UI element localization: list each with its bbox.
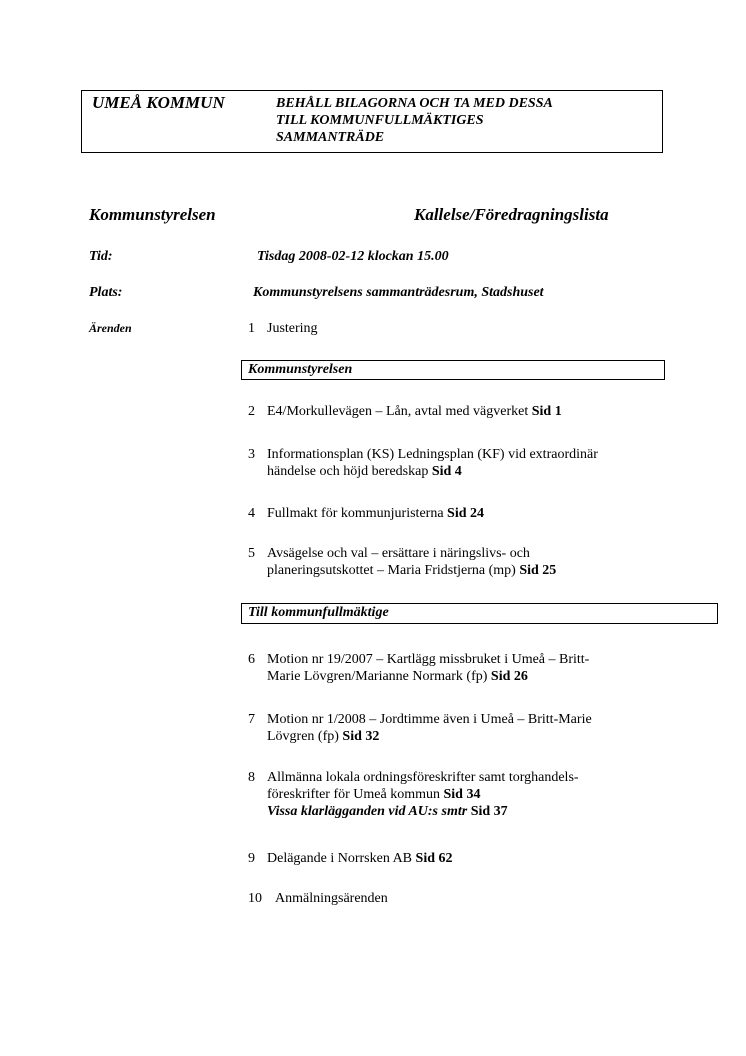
item-text-segment: Informationsplan (KS) Ledningsplan (KF) vid extraordinär (267, 447, 598, 462)
item-line (275, 890, 388, 907)
item-number: 4 (248, 506, 255, 521)
section-header-kommunstyrelsen: Kommunstyrelsen (241, 360, 665, 380)
item-text-segment: Motion nr 1/2008 – Jordtimme även i Umeå – Britt-Marie (267, 712, 592, 727)
item-number: 2 (248, 404, 255, 419)
item-number: 7 (248, 712, 255, 727)
item-line (267, 651, 589, 668)
item-text (267, 545, 556, 579)
item-text-segment: Justering (267, 321, 318, 336)
item-number: 5 (248, 546, 255, 561)
item-text-segment: Delägande i Norrsken AB (267, 851, 416, 866)
item-text-segment: Motion nr 19/2007 – Kartlägg missbruket i Umeå – Britt- (267, 652, 590, 667)
items-label: Ärenden (89, 321, 132, 335)
page-reference: Sid 26 (490, 669, 528, 684)
item-text (267, 320, 318, 337)
item-text (267, 711, 592, 745)
agenda-item (248, 320, 318, 337)
agenda-item (248, 651, 589, 685)
item-text-segment: Lövgren (fp) (267, 729, 343, 744)
page-reference: Sid 24 (447, 506, 484, 521)
instruction-line: SAMMANTRÄDE (276, 130, 385, 145)
committee-title: Kommunstyrelsen (89, 205, 216, 224)
org-name: UMEÅ KOMMUN (92, 93, 225, 112)
item-line (267, 850, 453, 867)
item-line (267, 463, 598, 480)
item-line (267, 403, 562, 420)
document-type: Kallelse/Föredragningslista (414, 205, 609, 224)
instruction-line: TILL KOMMUNFULLMÄKTIGES (276, 113, 484, 128)
item-line (267, 545, 556, 562)
item-number: 10 (248, 891, 262, 906)
page-reference: Vissa klarlägganden vid AU:s smtr (267, 804, 468, 819)
item-text-segment: föreskrifter för Umeå kommun (267, 787, 444, 802)
item-line (267, 505, 484, 522)
item-line (267, 728, 592, 745)
item-text-segment: Anmälningsärenden (275, 891, 388, 906)
item-number: 9 (248, 851, 255, 866)
agenda-item (248, 769, 579, 820)
page-reference: Sid 37 (470, 804, 508, 819)
page-reference: Sid 62 (415, 851, 453, 866)
agenda-item (248, 850, 453, 867)
item-text (267, 769, 579, 820)
page-reference: Sid 25 (519, 563, 557, 578)
time-value: Tisdag 2008-02-12 klockan 15.00 (257, 249, 449, 264)
item-text (275, 890, 388, 907)
item-text (267, 651, 589, 685)
item-text (267, 446, 598, 480)
section-header-till-kommunfullmaktige: Till kommunfullmäktige (241, 603, 718, 624)
agenda-item (248, 545, 556, 579)
item-line (267, 446, 598, 463)
header-box (81, 90, 663, 153)
item-number: 3 (248, 447, 255, 462)
time-label: Tid: (89, 249, 113, 264)
instruction-line: BEHÅLL BILAGORNA OCH TA MED DESSA (276, 96, 553, 111)
item-line (267, 786, 579, 803)
agenda-item (248, 890, 388, 907)
item-text (267, 850, 453, 867)
agenda-item (248, 505, 484, 522)
page-reference: Sid 4 (431, 464, 462, 479)
item-line (267, 769, 579, 786)
item-text-segment: planeringsutskottet – Maria Fridstjerna (mp) (267, 563, 520, 578)
item-text (267, 403, 562, 420)
item-text-segment: Fullmakt för kommunjuristerna (267, 506, 448, 521)
page-reference: Sid 1 (531, 404, 562, 419)
item-text-segment: Marie Lövgren/Marianne Normark (fp) (267, 669, 491, 684)
agenda-item (248, 711, 592, 745)
item-line (267, 320, 318, 337)
page-reference: Sid 32 (342, 729, 380, 744)
item-number: 6 (248, 652, 255, 667)
item-text-segment: Allmänna lokala ordningsföreskrifter samt torghandels- (267, 770, 579, 785)
item-text-segment: Avsägelse och val – ersättare i näringslivs- och (267, 546, 530, 561)
place-label: Plats: (89, 285, 123, 300)
item-number: 8 (248, 770, 255, 785)
item-number: 1 (248, 321, 255, 336)
agenda-item (248, 446, 598, 480)
item-text (267, 505, 484, 522)
item-line (267, 803, 579, 820)
item-text-segment: E4/Morkullevägen – Lån, avtal med vägverket (267, 404, 532, 419)
item-line (267, 562, 556, 579)
item-text-segment: händelse och höjd beredskap (267, 464, 432, 479)
item-line (267, 711, 592, 728)
agenda-item (248, 403, 562, 420)
item-line (267, 668, 589, 685)
page-reference: Sid 34 (443, 787, 481, 802)
header-instruction (276, 95, 553, 146)
place-value: Kommunstyrelsens sammanträdesrum, Stadshuset (253, 285, 544, 300)
